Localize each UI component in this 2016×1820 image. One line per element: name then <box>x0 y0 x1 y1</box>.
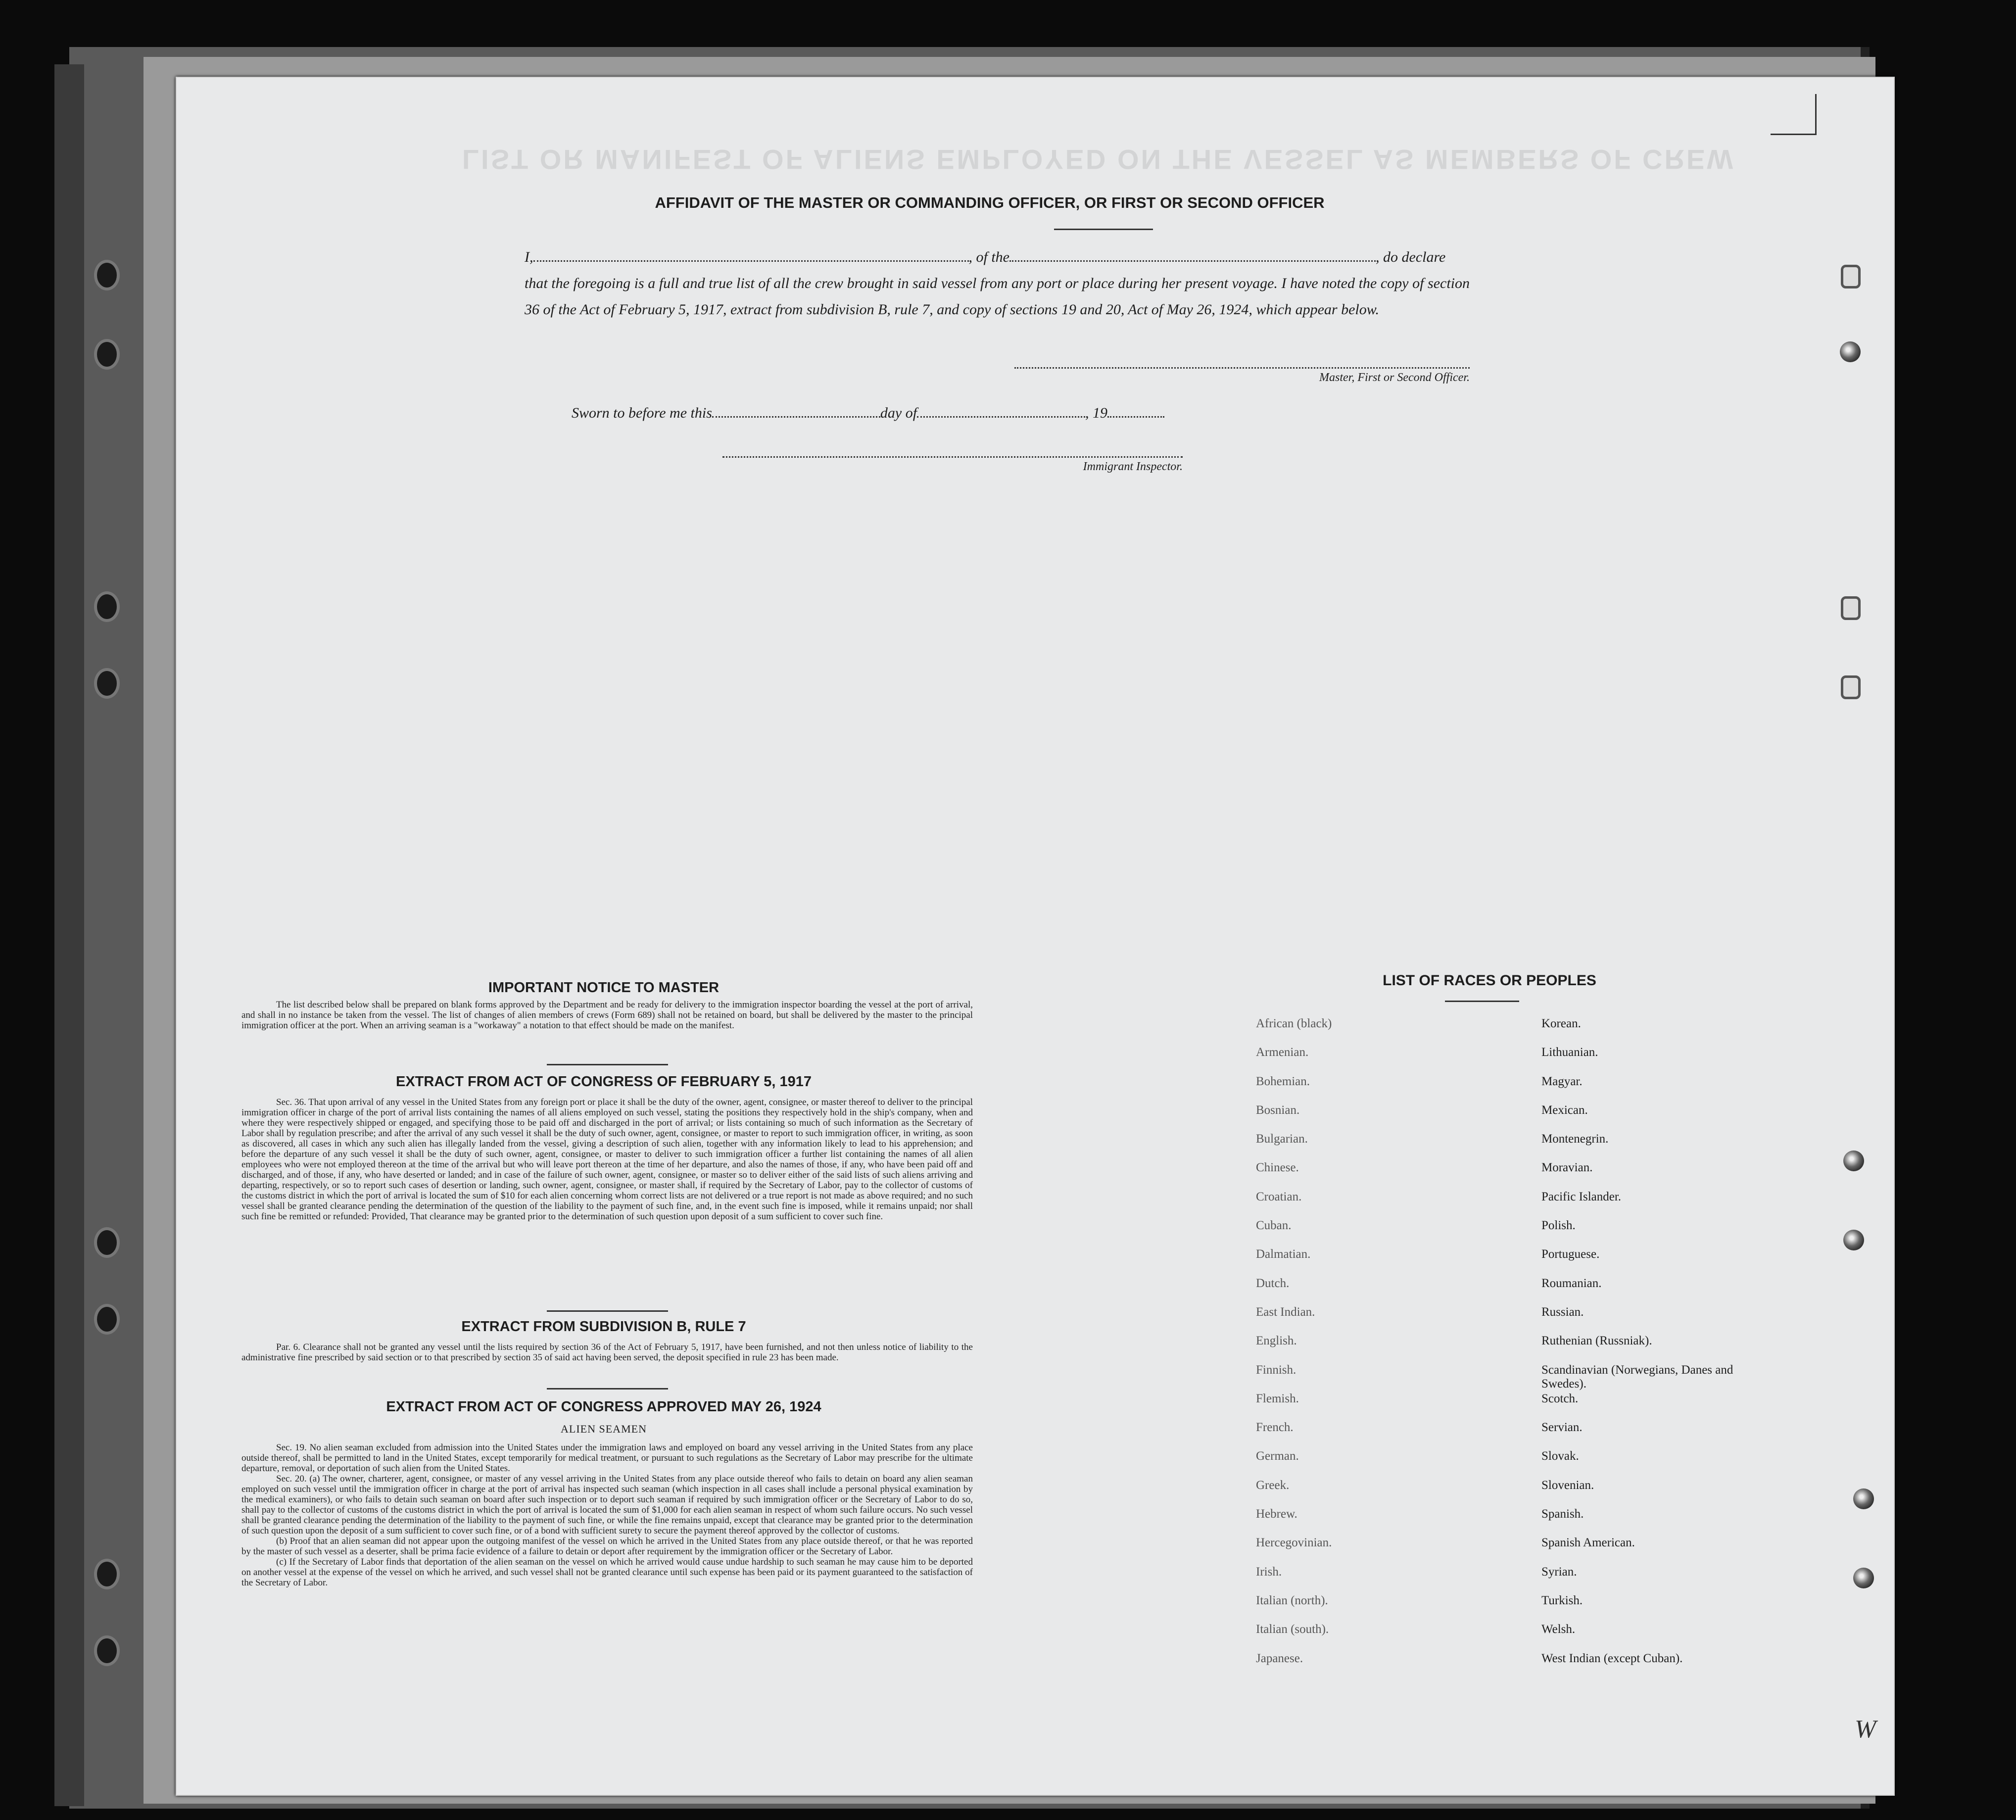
extract-rule7-title: EXTRACT FROM SUBDIVISION B, RULE 7 <box>461 1319 746 1335</box>
binder-hole <box>94 591 120 622</box>
notice-title: IMPORTANT NOTICE TO MASTER <box>488 980 720 996</box>
race-item: West Indian (except Cuban). <box>1541 1651 1683 1665</box>
race-item: Slovak. <box>1541 1449 1579 1463</box>
race-item: East Indian. <box>1256 1305 1315 1319</box>
sworn-line <box>572 400 1215 426</box>
binder-stud <box>1843 1230 1864 1250</box>
margin-mark: W <box>1855 1715 1876 1743</box>
extract-1924-subtitle: ALIEN SEAMEN <box>561 1423 647 1435</box>
sworn-text-2: day of <box>880 405 917 421</box>
binder-strip <box>54 64 84 1806</box>
race-item: African (black) <box>1256 1017 1332 1030</box>
race-item: Polish. <box>1541 1219 1576 1233</box>
extract-1924-body <box>241 1442 973 1588</box>
race-item: Japanese. <box>1256 1651 1303 1665</box>
race-item: Chinese. <box>1256 1161 1299 1175</box>
race-item: Pacific Islander. <box>1541 1190 1622 1203</box>
race-item: English. <box>1256 1334 1297 1348</box>
punch-hole <box>1841 675 1861 699</box>
notice-text: The list described below shall be prepared on blank forms approved by the Department and be ready for delivery to the immigration inspector boarding the vessel at the port of arrival, and shall in no instance be taken from the vessel. The list of changes of alien members of crews (Form 689) shall not be retained on board, but shall be delivered by the master to the principal immigration officer at the port. When an arriving seaman is a "workaway" a notation to that effect should be made on the manifest. <box>241 1000 973 1031</box>
section-rule <box>547 1310 668 1312</box>
race-item: Hercegovinian. <box>1256 1536 1332 1550</box>
binder-hole <box>94 1559 120 1589</box>
race-item: Spanish. <box>1541 1507 1584 1521</box>
binder-hole <box>94 1304 120 1335</box>
decl-i: I, <box>525 249 533 265</box>
race-item: Greek. <box>1256 1478 1290 1492</box>
year-blank[interactable] <box>1107 402 1164 418</box>
binder-stud <box>1853 1568 1874 1588</box>
signature-caption: Master, First or Second Officer. <box>1319 371 1470 384</box>
affidavit-body: that the foregoing is a full and true list of all the crew brought in said vessel from any port or place during her present voyage. I have noted the copy of section 36 of the Act of February 5, 1917, extract from subdivision B, rule 7, and copy of sections 19 and 20, Act of May 26, 1924, which appear below. <box>525 275 1470 318</box>
section-rule <box>547 1388 668 1389</box>
signature-line[interactable] <box>1014 367 1470 369</box>
race-item: Russian. <box>1541 1305 1584 1319</box>
binder-stud <box>1843 1150 1864 1171</box>
race-item: Portuguese. <box>1541 1247 1600 1261</box>
race-item: Italian (south). <box>1256 1623 1329 1636</box>
race-item: German. <box>1256 1449 1299 1463</box>
race-item: Bohemian. <box>1256 1074 1310 1088</box>
race-item: French. <box>1256 1421 1294 1435</box>
affidavit-declaration <box>525 244 1470 323</box>
race-item: Korean. <box>1541 1017 1581 1030</box>
binder-hole <box>94 668 120 699</box>
extract-rule7-text: Par. 6. Clearance shall not be granted any vessel until the lists required by section 36 of the Act of February 5, 1917, have been furnished, and not then unless notice of liability to the administrative fine prescribed by said section or to that prescribed by section 35 of said act having been served, the deposit specified in rule 23 has been made. <box>241 1342 973 1363</box>
race-item: Magyar. <box>1541 1074 1583 1088</box>
race-item: Finnish. <box>1256 1363 1296 1377</box>
month-blank[interactable] <box>917 402 1085 418</box>
binder-hole <box>94 260 120 290</box>
race-item: Dutch. <box>1256 1276 1290 1290</box>
race-item: Bulgarian. <box>1256 1132 1308 1146</box>
vessel-blank[interactable] <box>1009 246 1376 262</box>
race-item: Spanish American. <box>1541 1536 1635 1550</box>
race-item: Hebrew. <box>1256 1507 1297 1521</box>
race-item: Welsh. <box>1541 1623 1576 1636</box>
punch-hole <box>1841 596 1861 620</box>
races-title: LIST OF RACES OR PEOPLES <box>1383 972 1596 989</box>
extract-1917-text: Sec. 36. That upon arrival of any vessel in the United States from any foreign port or place it shall be the duty of the owner, agent, consignee, or master thereof to deliver to the principal immigration officer in charge of the port of arrival lists containing the names of all aliens employed on such vessel, stating the positions they respectively hold in the ship's company, when and where they were respectively shipped or engaged, and specifying those to be paid off and discharged in the port of arrival; or lists containing so much of such information as the Secretary of Labor shall by regulation prescribe; and after the arrival of any such vessel it shall be the duty of such owner, agent, consignee, or master to report to such immigration officer, in writing, as soon as discovered, all cases in which any such alien has illegally landed from the vessel, giving a description of such alien, together with any information likely to lead to his apprehension; and before the departure of any such vessel it shall be the duty of such owner, agent, consignee, or master to deliver to such immigration officer a further list containing the names of all alien employees who were not employed thereon at the time of the arrival but who will leave port thereon at the time of her departure, and also the names of those, if any, who have been paid off and discharged, and of those, if any, who have deserted or landed; and in case of the failure of such owner, agent, consignee, or master so to deliver either of the said lists of such aliens arriving and departing, respectively, or so to report such cases of desertion or landing, such owner, agent, consignee, or master shall, if required by the Secretary of Labor, pay to the collector of customs of the customs district in which the port of arrival is located the sum of $10 for each alien concerning whom correct lists are not delivered or a true report is not made as above required; and no such vessel shall be granted clearance pending the determination of the question of the liability to the payment of such fine, and, in the event such fine is imposed, while it remains unpaid; nor shall such fine be remitted or refunded: Provided, That clearance may be granted prior to the determination of such question upon deposit of a sum sufficient to cover such fine. <box>241 1097 973 1222</box>
decl-do: , do declare <box>1376 249 1446 265</box>
race-item: Montenegrin. <box>1541 1132 1609 1146</box>
binder-stud <box>1853 1488 1874 1509</box>
race-item: Moravian. <box>1541 1161 1593 1175</box>
section-rule <box>547 1064 668 1065</box>
race-item: Syrian. <box>1541 1565 1577 1579</box>
race-item: Italian (north). <box>1256 1593 1328 1607</box>
bleed-through-text: LIST OR MANIFEST OF ALIENS EMPLOYED ON THE VESSEL AS MEMBERS OF CREW <box>462 144 1735 175</box>
title-rule <box>1445 1001 1519 1002</box>
day-blank[interactable] <box>712 402 880 418</box>
race-item: Bosnian. <box>1256 1103 1300 1117</box>
extract-1924-title: EXTRACT FROM ACT OF CONGRESS APPROVED MAY 26, 1924 <box>386 1399 821 1415</box>
race-item: Servian. <box>1541 1421 1583 1435</box>
race-item: Roumanian. <box>1541 1276 1602 1290</box>
race-item: Cuban. <box>1256 1219 1292 1233</box>
race-item: Dalmatian. <box>1256 1247 1311 1261</box>
race-item: Turkish. <box>1541 1593 1583 1607</box>
binder-stud <box>1840 341 1861 362</box>
pen-mark <box>1771 94 1817 135</box>
extract-1917-title: EXTRACT FROM ACT OF CONGRESS OF FEBRUARY 5, 1917 <box>395 1074 812 1090</box>
race-item: Armenian. <box>1256 1046 1309 1059</box>
decl-of: , of the <box>968 249 1009 265</box>
declaration-line <box>525 244 1470 270</box>
binder-hole <box>94 1227 120 1258</box>
race-item: Mexican. <box>1541 1103 1588 1117</box>
binder-hole <box>94 339 120 370</box>
affidavit-title: AFFIDAVIT OF THE MASTER OR COMMANDING OFFICER, OR FIRST OR SECOND OFFICER <box>655 194 1325 211</box>
race-item: Slovenian. <box>1541 1478 1594 1492</box>
race-item: Flemish. <box>1256 1391 1299 1405</box>
name-blank[interactable] <box>533 246 969 262</box>
punch-hole <box>1841 265 1861 288</box>
sec-19-text: Sec. 19. No alien seaman excluded from admission into the United States under the immigration laws and employed on board any vessel arriving in the United States from any place outside thereof, shall be permitted to land in the United States, except temporarily for medical treatment, or pursuant to such regulations as the Secretary of Labor may prescribe for the ultimate departure, removal, or deportation of such alien from the United States. <box>241 1442 973 1474</box>
race-item: Irish. <box>1256 1565 1282 1579</box>
title-rule <box>1054 229 1153 230</box>
race-item: Scandinavian (Norwegians, Danes and Swedes). <box>1541 1363 1733 1390</box>
inspector-signature-line[interactable] <box>722 456 1183 458</box>
races-right-column <box>1541 1017 1739 1680</box>
sec-20c-text: (c) If the Secretary of Labor finds that deportation of the alien seaman on the vessel on which he arrived would cause undue hardship to such seaman he may cause him to be deported on another vessel at the expense of the vessel on which he arrived, and such vessel shall not be granted clearance until such expense has been paid or its payment guaranteed to the satisfaction of the Secretary of Labor. <box>241 1557 973 1588</box>
race-item: Scotch. <box>1541 1391 1579 1405</box>
sworn-text-3: , 19 <box>1085 405 1108 421</box>
sec-20a-text: Sec. 20. (a) The owner, charterer, agent, consignee, or master of any vessel arriving in the United States from any place outside thereof who fails to detain on board any alien seaman employed on such vessel until the immigration officer in charge at the port of arrival has inspected such seaman (which inspection in all cases shall include a personal physical examination by the medical examiners), or who fails to detain such seaman on board after such inspection or to deport such seaman if required by such immigration officer or the Secretary of Labor to do so, shall pay to the collector of customs of the customs district in which the port of arrival is located the sum of $1,000 for each alien seaman in respect of whom such failure occurs. No such vessel shall be granted clearance pending the determination of the liability to the payment of such fine, or while the fine remains unpaid, except that clearance may be granted prior to the determination of such question upon the deposit of a sum sufficient to cover such fine, or of a bond with sufficient surety to secure the payment thereof approved by the collector of customs. <box>241 1474 973 1536</box>
sworn-text-1: Sworn to before me this <box>572 405 712 421</box>
race-item: Ruthenian (Russniak). <box>1541 1334 1652 1348</box>
races-left-column <box>1256 1017 1513 1680</box>
race-item: Croatian. <box>1256 1190 1302 1203</box>
race-item: Lithuanian. <box>1541 1046 1598 1059</box>
inspector-caption: Immigrant Inspector. <box>1083 460 1183 473</box>
binder-hole <box>94 1635 120 1666</box>
sec-20b-text: (b) Proof that an alien seaman did not appear upon the outgoing manifest of the vessel on which he arrived in the United States from any place outside thereof, or that he was reported by the master of such vessel as a deserter, shall be prima facie evidence of a failure to detain or deport after requirement by the immigration officer or the Secretary of Labor. <box>241 1536 973 1557</box>
